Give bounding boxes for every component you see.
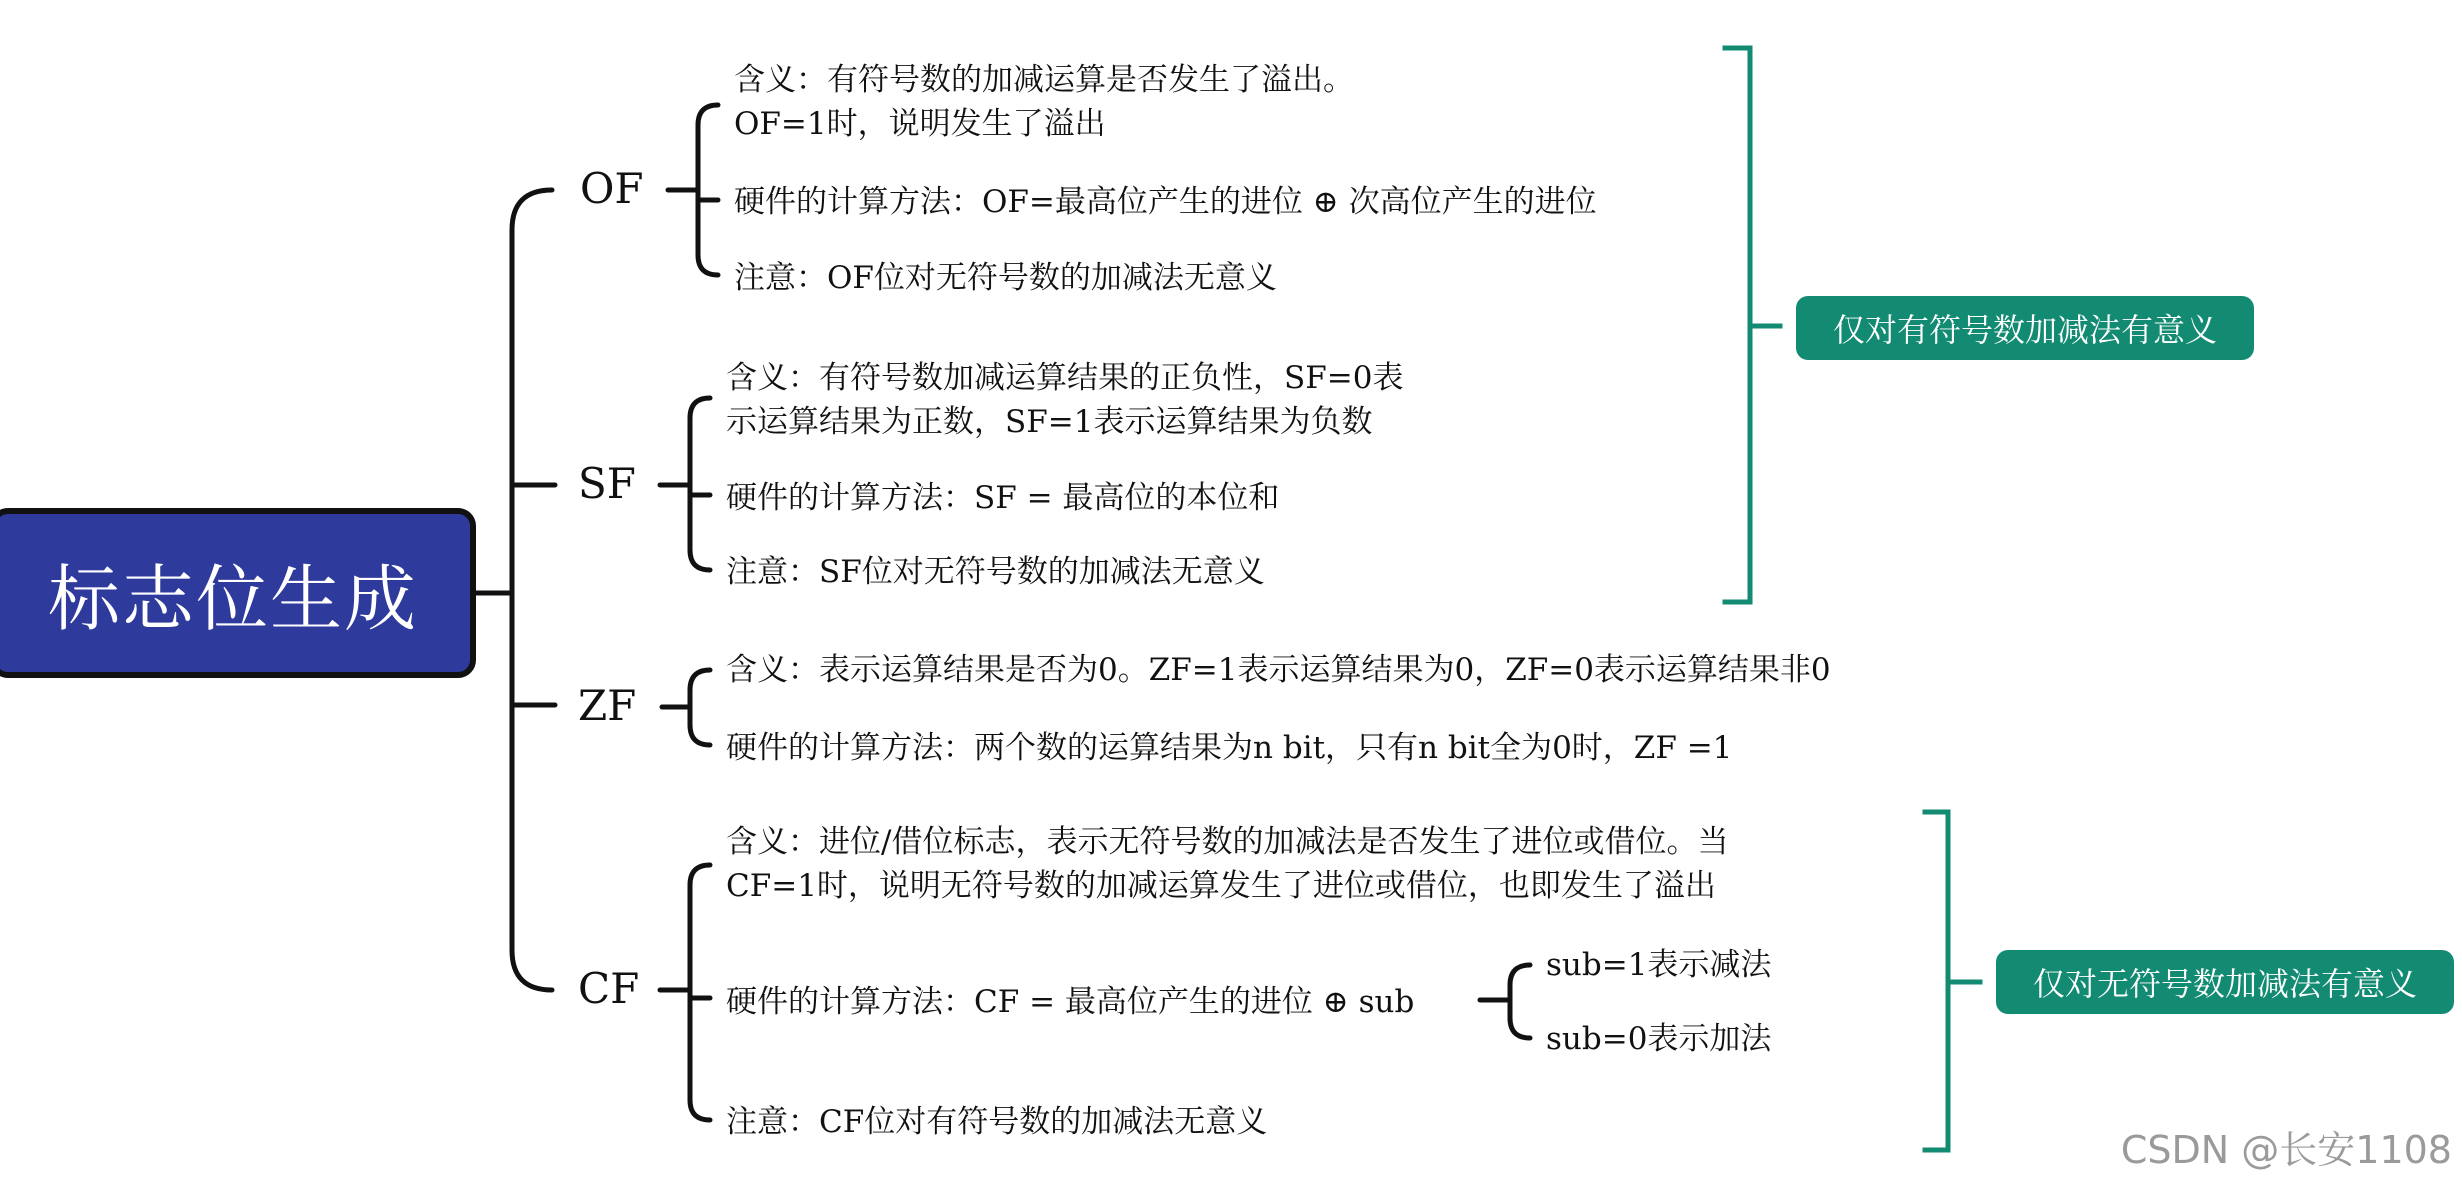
cf-note: 注意：CF位对有符号数的加减法无意义 xyxy=(726,1104,1268,1140)
flag-zf-label: ZF xyxy=(578,681,637,730)
of-meaning-line2: OF=1时，说明发生了溢出 xyxy=(734,106,1106,142)
tag-signed-only-label: 仅对有符号数加减法有意义 xyxy=(1832,311,2217,349)
cf-bracket xyxy=(690,865,710,1120)
sf-bracket xyxy=(690,398,710,570)
cf-meaning-line1: 含义：进位/借位标志，表示无符号数的加减法是否发生了进位或借位。当 xyxy=(726,824,1729,860)
cf-meaning-line2: CF=1时，说明无符号数的加减运算发生了进位或借位，也即发生了溢出 xyxy=(726,868,1716,904)
of-bracket xyxy=(698,105,718,275)
of-hardware: 硬件的计算方法：OF=最高位产生的进位 ⊕ 次高位产生的进位 xyxy=(734,184,1597,220)
of-meaning-line1: 含义：有符号数的加减运算是否发生了溢出。 xyxy=(734,62,1354,98)
cf-sub-option-2: sub=0表示加法 xyxy=(1546,1021,1772,1057)
root-label: 标志位生成 xyxy=(47,557,418,641)
tag-unsigned-only-label: 仅对无符号数加减法有意义 xyxy=(2032,965,2417,1003)
flag-sf-label: SF xyxy=(578,459,636,508)
flag-of-label: OF xyxy=(580,164,644,213)
sf-note: 注意：SF位对无符号数的加减法无意义 xyxy=(726,554,1265,590)
zf-meaning: 含义：表示运算结果是否为0。ZF=1表示运算结果为0，ZF=0表示运算结果非0 xyxy=(726,652,1831,688)
signed-group-bracket xyxy=(1725,48,1750,602)
zf-bracket xyxy=(690,670,710,745)
sf-meaning-line2: 示运算结果为正数，SF=1表示运算结果为负数 xyxy=(726,404,1373,440)
cf-sub-bracket xyxy=(1510,965,1530,1038)
tag-unsigned-only xyxy=(1996,950,2454,1014)
sf-hardware: 硬件的计算方法：SF = 最高位的本位和 xyxy=(726,480,1280,516)
cf-hardware: 硬件的计算方法：CF = 最高位产生的进位 ⊕ sub xyxy=(726,984,1415,1020)
tag-signed-only xyxy=(1796,296,2254,360)
flag-cf-label: CF xyxy=(578,964,640,1013)
cf-sub-option-1: sub=1表示减法 xyxy=(1546,947,1772,983)
main-bracket xyxy=(512,190,552,990)
watermark: CSDN @长安1108 xyxy=(2120,1128,2452,1172)
unsigned-group-bracket xyxy=(1925,812,1948,1150)
zf-hardware: 硬件的计算方法：两个数的运算结果为n bit，只有n bit全为0时，ZF =1 xyxy=(726,730,1733,766)
root-node xyxy=(0,508,476,678)
of-note: 注意：OF位对无符号数的加减法无意义 xyxy=(734,260,1277,296)
sf-meaning-line1: 含义：有符号数加减运算结果的正负性，SF=0表 xyxy=(726,360,1404,396)
